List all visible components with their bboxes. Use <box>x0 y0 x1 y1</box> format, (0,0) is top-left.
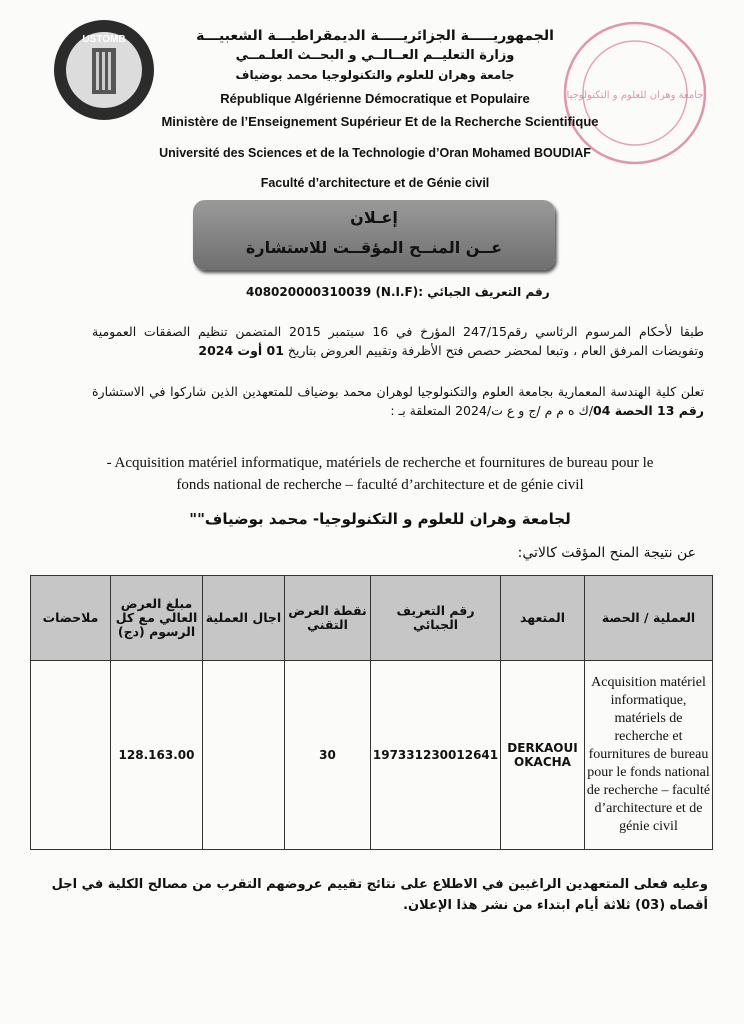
consultation-ref: /ك ه م م /ج و ع ت/2024 المتعلقة بـ : <box>390 403 594 418</box>
cell-bidder: DERKAOUI OKACHA <box>501 661 585 850</box>
consultation-number: رقم 13 الحصة 04 <box>593 403 704 418</box>
nif-line <box>246 285 550 299</box>
banner-title: إعـلان <box>350 208 398 227</box>
th-amount: مبلغ العرض العالي مع كل الرسوم (دج) <box>111 576 203 661</box>
acquisition-bullet: - Acquisition matériel informatique, matériels de recherche et fournitures de bureau pour le fonds national de recherche – faculté d’architecture et de génie civil <box>106 455 654 493</box>
results-table <box>30 575 713 850</box>
university-line: لجامعة وهران للعلوم و التكنولوجيا- محمد بوضياف"" <box>189 510 571 528</box>
result-intro: عن نتيجة المنح المؤقت كالاتي: <box>517 545 696 561</box>
faculty-paragraph <box>92 382 704 420</box>
announcement-banner <box>193 200 555 270</box>
table-header-row <box>31 576 713 661</box>
th-nif: رقم التعريف الجبائي <box>371 576 501 661</box>
nif-value: 408020000310039 <box>246 285 372 299</box>
logo-text: USTOMB <box>82 34 126 45</box>
th-operation: العملية / الحصة <box>585 576 713 661</box>
nif-label: رقم التعريف الجبائي :(N.I.F) <box>375 285 550 299</box>
stamp-text: جامعة وهران للعلوم و التكنولوجيا <box>566 90 704 101</box>
header-ar-republic: الجمهوريـــــة الجزائريـــــة الديمقراطيـــة الشعبيـــة <box>196 28 554 44</box>
th-bidder: المتعهد <box>501 576 585 661</box>
footer-notice: وعليه فعلى المتعهدين الراغبين في الاطلاع على نتائج تقييم عروضهم التقرب من مصالح الكلية في اجل أقصاه (03) ثلاثة أيام ابتداء من نشر هذا الإعلان. <box>51 877 708 913</box>
decree-paragraph <box>92 322 704 360</box>
header-fr-ministry: Ministère de l’Enseignement Supérieur Et de la Recherche Scientifique <box>161 114 599 129</box>
table-row <box>31 661 713 850</box>
header-fr-faculty: Faculté d’architecture et de Génie civil <box>260 176 490 190</box>
cell-nif: 197331230012641 <box>371 661 501 850</box>
decree-text: طبقا لأحكام المرسوم الرئاسي رقم247/15 المؤرخ في 16 سبتمبر 2015 المتضمن تنظيم الصفقات العمومية وتفويضات المرفق العام ، وتبعا لمحضر حصص فتح الأظرفة وتقييم العروض <box>92 324 704 358</box>
decree-date-prefix: بتاريخ <box>283 343 317 358</box>
cell-delay <box>203 661 285 850</box>
cell-operation: Acquisition matériel informatique, matériels de recherche et fournitures de bureau pour le fonds national de recherche – faculté d’architecture et de génie civil <box>585 661 713 850</box>
header-ar-ministry: وزارة التعليــم العــالــي و البحــث العلـمــي <box>235 48 515 63</box>
university-logo <box>52 18 156 122</box>
cell-notes <box>31 661 111 850</box>
banner-subtitle: عــن المنــح المؤقــت للاستشارة <box>245 238 503 257</box>
th-score: نقطة العرض التقني <box>285 576 371 661</box>
header-fr-university: Université des Sciences et de la Technologie d’Oran Mohamed BOUDIAF <box>159 146 591 160</box>
cell-amount: 128.163.00 <box>111 661 203 850</box>
header-ar-university: جامعة وهران للعلوم والتكنولوجيا محمد بوضياف <box>235 68 515 82</box>
header-fr-republic: République Algérienne Démocratique et Populaire <box>220 91 530 106</box>
th-delay: اجال العملية <box>203 576 285 661</box>
decree-date: 01 أوت 2024 <box>198 343 284 358</box>
faculty-text: تعلن كلية الهندسة المعمارية بجامعة العلوم والتكنولوجيا لوهران محمد بوضياف للمتعهدين الذين شاركوا في الاستشارة <box>92 384 704 399</box>
cell-score: 30 <box>285 661 371 850</box>
th-notes: ملاحضات <box>31 576 111 661</box>
